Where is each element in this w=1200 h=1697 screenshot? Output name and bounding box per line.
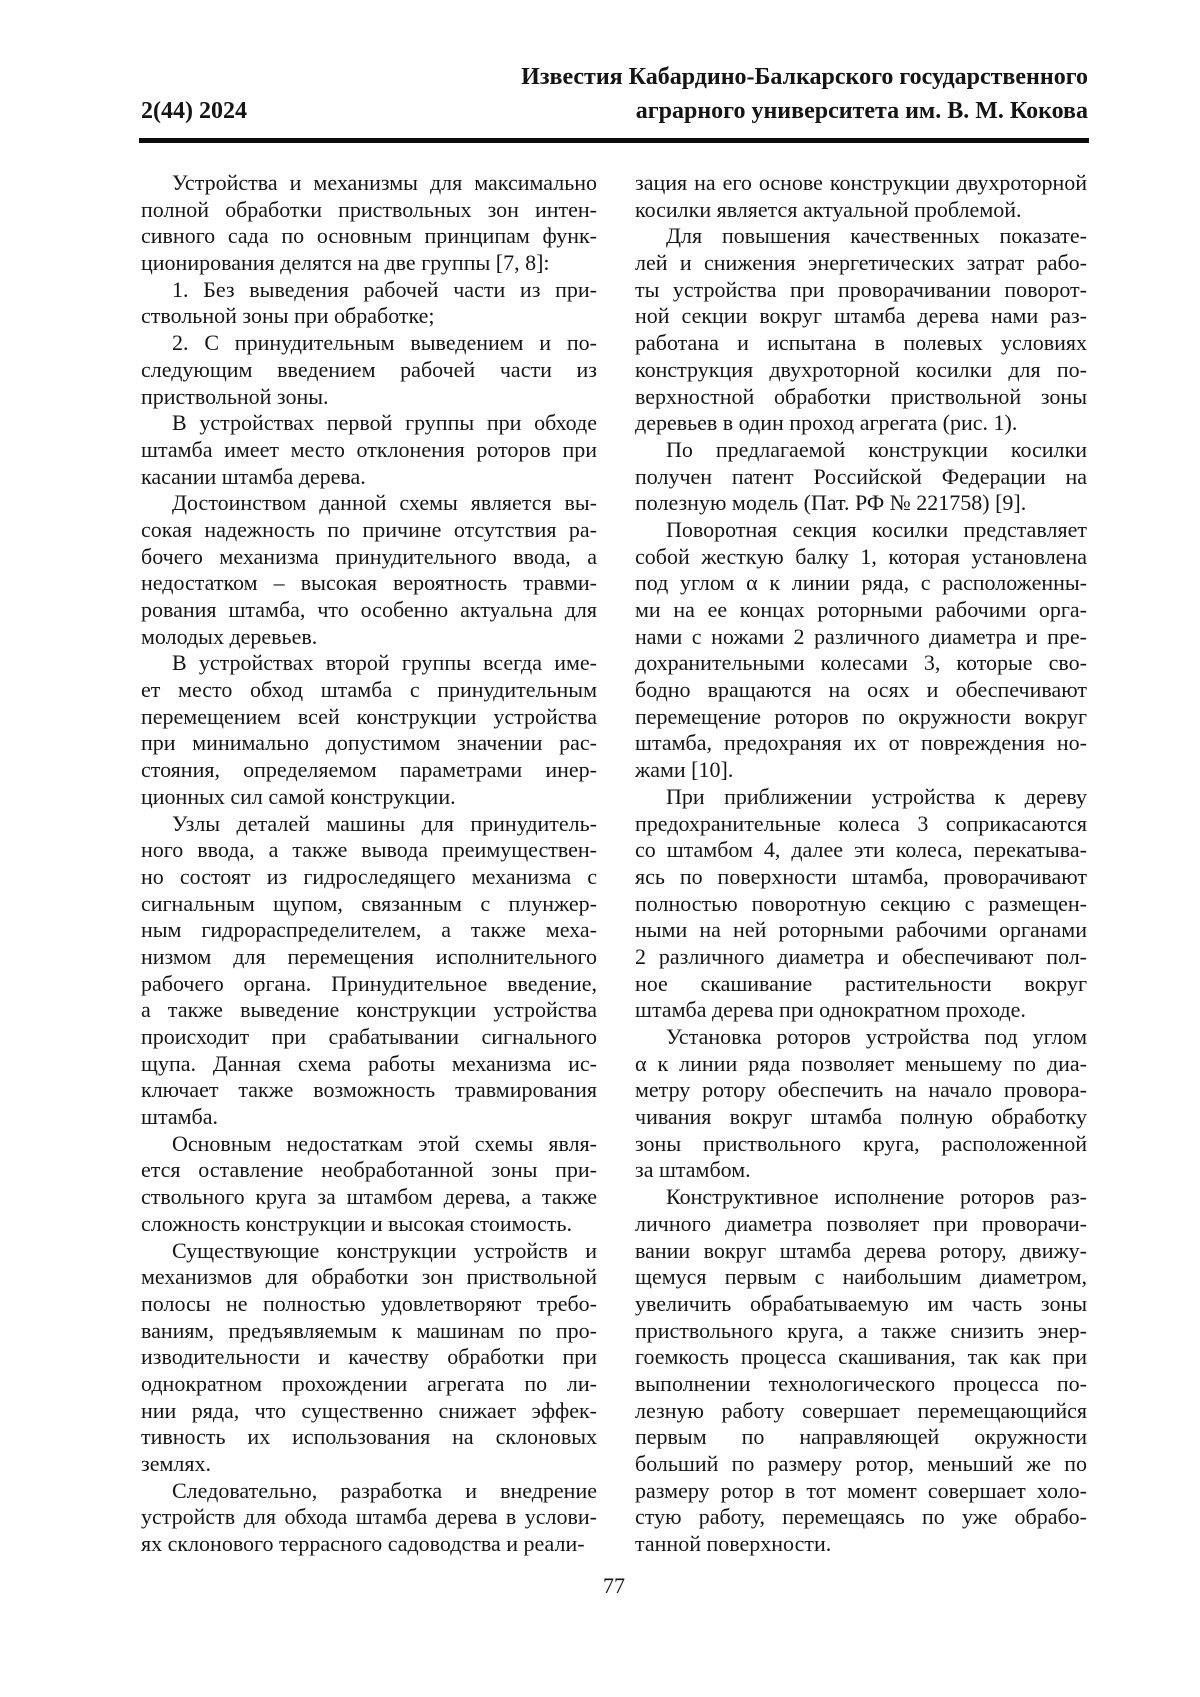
text-line: выполнении технологического процесса по- [635,1370,1087,1396]
text-line: под углом α к линии ряда, с расположенны- [635,570,1087,596]
text-line: 2 различного диаметра и обеспечивают пол- [635,943,1087,969]
text-line: предохранительные колеса 3 соприкасаются [635,810,1087,836]
text-line: чивания вокруг штамба полную обработку [635,1104,1087,1130]
text-line: α к линии ряда позволяет меньшему по диа- [635,1050,1087,1076]
text-line: деревьев в один проход агрегата (рис. 1). [635,410,1018,436]
text-line: В устройствах первой группы при обходе [172,410,597,436]
text-line: ми на ее концах роторными рабочими орга- [635,597,1087,622]
text-line: 2. С принудительным выведением и по- [172,330,597,356]
text-line: ет место обход штамба с принудительным [141,677,597,703]
journal-title-line1: Известия Кабардино-Балкарского государственного [521,64,1088,90]
text-line: тивность их использования на склоновых [141,1424,597,1450]
left-column [141,170,597,1558]
text-line: при минимально допустимом значении рас- [141,730,597,756]
text-line: стояния, определяемом параметрами инер- [141,757,597,783]
text-line: сокая надежность по причине отсутствия ра- [141,516,597,542]
text-line: штамба дерева при однократном проходе. [635,997,1026,1023]
text-line: изводительности и качеству обработки при [141,1344,597,1370]
text-line: ное скашивание растительности вокруг [635,970,1087,996]
text-line: нии ряда, что существенно снижает эффек- [141,1397,597,1423]
text-line: ной секции вокруг штамба дерева нами раз- [635,303,1087,329]
text-line: однократном прохождении агрегата по ли- [141,1370,597,1396]
text-line: Следовательно, разработка и внедрение [172,1477,597,1503]
text-line: первым по направляющей окружности [635,1424,1087,1450]
text-line: сивного сада по основным принципам функ- [141,223,597,249]
text-line: увеличить обрабатываемую им часть зоны [635,1290,1087,1316]
text-line: Основным недостаткам этой схемы явля- [172,1130,597,1156]
text-line: бочего механизма принудительного ввода, а [141,543,597,569]
text-line: Устройства и механизмы для максимально [172,170,597,195]
text-line: землях. [141,1451,211,1476]
text-line: ным гидрораспределителем, а также меха- [141,917,597,943]
right-column [635,170,1087,1558]
text-line: сложность конструкции и высокая стоимость. [141,1210,573,1236]
page-footer [139,1572,1089,1599]
text-line: Конструктивное исполнение роторов раз- [666,1184,1087,1210]
text-line: Достоинством данной схемы является вы- [172,490,597,516]
text-line: танной поверхности. [635,1531,832,1557]
text-line: При приближении устройства к дереву [666,783,1087,809]
text-line: ного ввода, а также вывода преимуществен- [141,837,597,863]
text-line: лей и снижения энергетических затрат рабо- [635,250,1087,276]
text-line: со штамбом 4, далее эти колеса, перекатыва- [635,837,1087,863]
text-line: жами [10]. [635,757,734,783]
issue-number: 2(44) 2024 [141,98,247,124]
text-line: полностью поворотную секцию с размещен- [635,890,1087,916]
text-line: ется оставление необработанной зоны при- [141,1157,597,1183]
page-number: 77 [603,1573,625,1598]
text-line: ключает также возможность травмирования [141,1077,597,1103]
text-line: ты устройства при проворачивании поворот- [635,276,1087,302]
text-line: лезную работу совершает перемещающийся [635,1397,1087,1423]
text-line: молодых деревьев. [141,623,318,649]
text-line: По предлагаемой конструкции косилки [666,436,1087,462]
text-line: перемещением всей конструкции устройства [141,703,597,729]
text-line: дохранительными колесами 3, которые сво- [635,650,1087,676]
text-line: косилки является актуальной проблемой. [635,196,1022,222]
text-line: ционных сил самой конструкции. [141,783,456,809]
text-line: а также выведение конструкции устройства [141,997,597,1023]
text-line: вании вокруг штамба дерева ротору, движу- [635,1237,1087,1263]
text-line: ях склонового террасного садоводства и реали- [141,1531,585,1557]
text-line: личного диаметра позволяет при проворачи- [635,1210,1087,1236]
text-line: низмом для перемещения исполнительного [141,943,597,969]
text-line: больший по размеру ротор, меньший же по [635,1451,1087,1476]
text-line: Узлы деталей машины для принудитель- [172,810,597,836]
text-line: конструкция двухроторной косилки для по- [635,356,1087,382]
text-line: перемещение роторов по окружности вокруг [635,703,1087,729]
text-line: Для повышения качественных показате- [666,223,1087,249]
text-line: Существующие конструкции устройств и [172,1237,597,1263]
text-line: гоемкость процесса скашивания, так как при [635,1344,1087,1370]
text-line: собой жесткую балку 1, которая установлена [635,543,1087,569]
text-line: получен патент Российской Федерации на [635,463,1087,489]
text-line: ваниям, предъявляемым к машинам по про- [141,1317,597,1343]
text-line: Установка роторов устройства под углом [666,1024,1087,1049]
text-line: ствольной зоны при обработке; [141,303,435,329]
text-line: ясь по поверхности штамба, проворачивают [635,863,1087,889]
text-line: за штамбом. [635,1157,751,1183]
text-line: штамба, предохраняя их от повреждения но- [635,730,1087,756]
text-line: работана и испытана в полевых условиях [635,330,1087,356]
text-line: рования штамба, что особенно актуальна для [141,597,597,622]
text-line: ционирования делятся на две группы [7, 8]: [141,250,550,276]
text-line: но состоят из гидроследящего механизма с [141,863,597,889]
text-line: ными на ней роторными рабочими органами [635,917,1087,943]
text-line: щупа. Данная схема работы механизма ис- [141,1050,597,1076]
text-line: верхностной обработки приствольной зоны [635,383,1087,409]
text-line: приствольной зоны. [141,383,329,409]
text-line: недостатком – высокая вероятность травми- [141,570,597,596]
text-line: приствольного круга, а также снизить энер- [635,1317,1087,1343]
text-line: полной обработки приствольных зон интен- [141,196,597,222]
journal-title-line2: аграрного университета им. В. М. Кокова [635,98,1088,124]
text-line: происходит при срабатывании сигнального [141,1024,597,1049]
text-line: метру ротору обеспечить на начало провора- [635,1077,1087,1103]
text-line: полосы не полностью удовлетворяют требо- [141,1290,597,1316]
text-line: зация на его основе конструкции двухроторной [635,170,1087,195]
text-line: полезную модель (Пат. РФ № 221758) [9]. [635,490,1027,516]
text-line: нами с ножами 2 различного диаметра и пре- [635,623,1087,649]
text-line: стую работу, перемещаясь по уже обрабо- [635,1504,1087,1530]
text-line: зоны приствольного круга, расположенной [635,1130,1087,1156]
text-line: следующим введением рабочей части из [141,356,597,382]
text-line: бодно вращаются на осях и обеспечивают [635,677,1087,703]
text-line: Поворотная секция косилки представляет [666,516,1087,542]
text-line: 1. Без выведения рабочей части из при- [172,276,597,302]
text-line: касании штамба дерева. [141,463,366,489]
text-line: щемуся первым с наибольшим диаметром, [635,1264,1087,1290]
text-line: штамба имеет место отклонения роторов при [141,436,597,462]
text-line: рабочего органа. Принудительное введение, [141,970,597,996]
header-rule [139,138,1089,143]
text-line: размеру ротор в тот момент совершает холо- [635,1477,1087,1503]
text-line: ствольного круга за штамбом дерева, а также [141,1184,597,1210]
text-line: устройств для обхода штамба дерева в услови- [141,1504,597,1530]
text-line: сигнальным щупом, связанным с плунжер- [141,890,597,916]
article-body [141,170,1087,1558]
journal-title [521,60,1088,128]
text-line: В устройствах второй группы всегда име- [172,650,597,676]
text-line: механизмов для обработки зон приствольной [141,1264,597,1290]
text-line: штамба. [141,1104,218,1130]
